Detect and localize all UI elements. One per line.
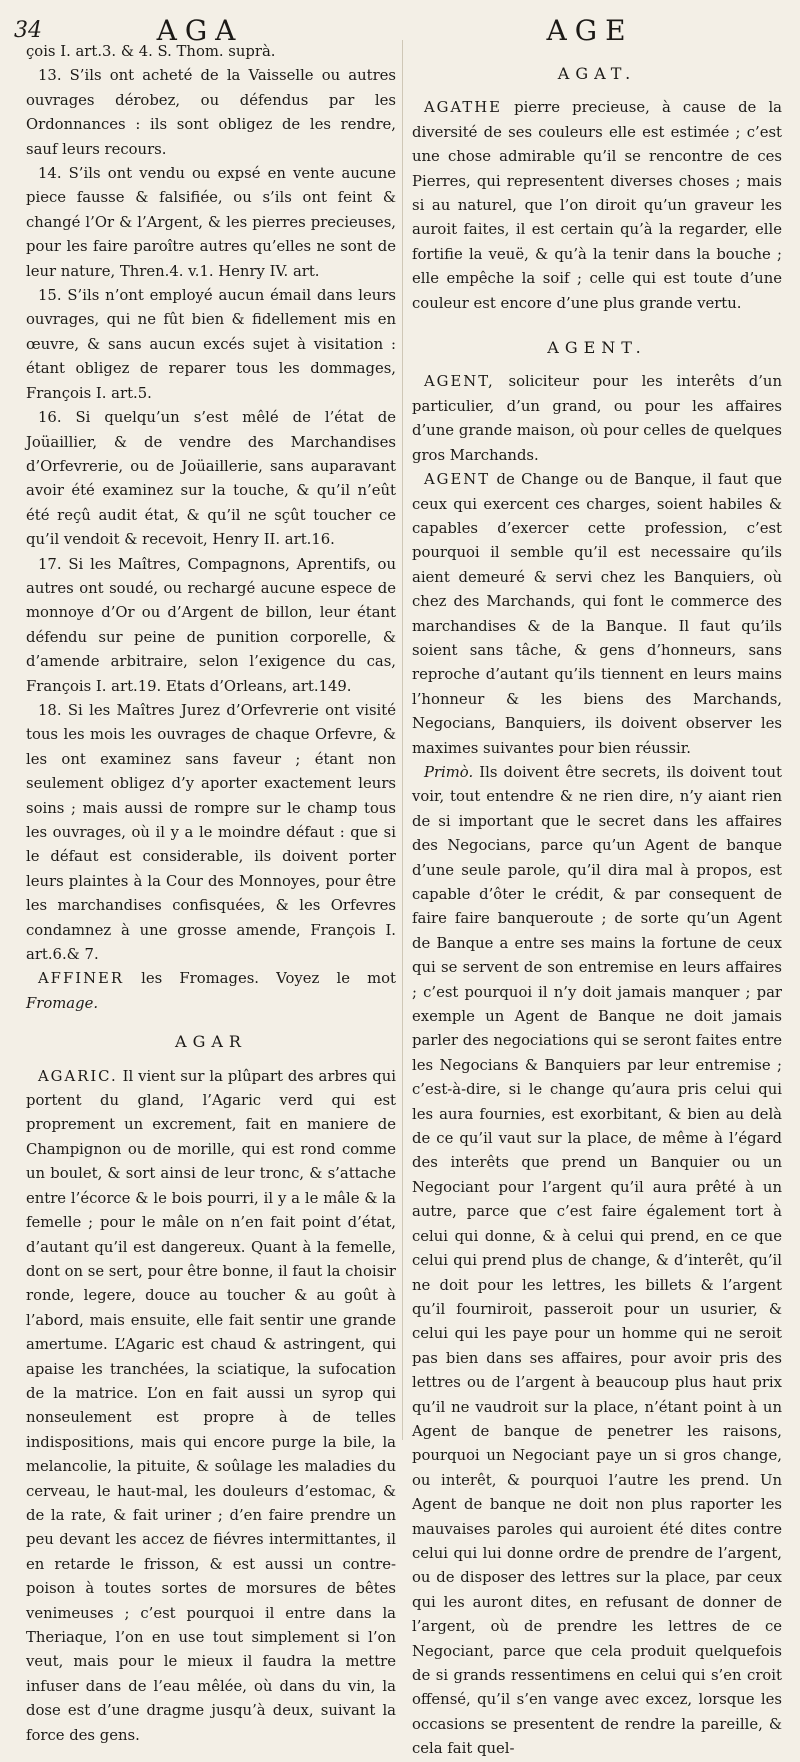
entry-primo [412, 761, 782, 1762]
article-18: 18. Si les Maîtres Jurez d’Orfevrerie ont visité tous les mois les ouvrages de chaque Orfevre, & les ont examinez sans faveur ; étant non seulement obligez d’y aporter exactement leurs soins ; mais aussi de rompre sur le champ tous les ouvrages, où il y a le moindre défaut : que si le défaut est considerable, ils doivent porter leurs plaintes à la Cour des Monnoyes, pour être les marchandises confisquées, & les Orfevres condamnez à une grosse amende, François I. art.6.& 7. [26, 701, 396, 964]
running-head-right: AGE [546, 14, 634, 47]
entry-agent [412, 370, 782, 468]
entry-affiner-ref: Fromage. [26, 994, 99, 1012]
entry-affiner-text: les Fromages. Voyez le mot [123, 970, 396, 988]
entry-primo-text: Ils doivent être secrets, ils doivent tout voir, tout entendre & ne rien dire, n’y aiant rien de si important que le secret dans les affaires des Negocians, parce qu’un Agent de banque d’une seule parole, qu’il dira mal à propos, est capable d’ôter le crédit, & par consequent de faire faire banqueroute ; de sorte qu’un Agent de Banque a entre ses mains la fortune de ceux qui se servent de son entremise en leurs affaires ; c’est pourquoi il n’y doit jamais manquer ; par exemple un Agent de Banque ne doit jamais parler des negociations qui se seront faites entre les Negocians & Banquiers par leur entremise ; c’est-à-dire, si le change qu’aura pris celui qui les aura fournies, est exorbitant, & bien au delà de ce qu’il vaut sur la place, de même à l’égard des interêts que prend un Banquier ou un Negociant pour l’argent qu’il aura prêté à un autre, parce que c’est faire également tort à celui qui donne, & à celui qui prend, en ce que celui qui prend plus de change, & d’interêt, qu’il ne doit pour les lettres, les billets & l’argent qu’il fourniroit, passeroit pour un usurier, & celui qui les paye pour un homme qui ne seroit pas bien dans ses affaires, pour avoir pris des lettres ou de l’argent à beaucoup plus haut prix qu’il ne vaudroit sur la place, n’étant point à un Agent de banque de penetrer les raisons, pourquoi un Negociant paye un si gros change, ou interêt, & pourquoi l’autre les prend. Un Agent de banque ne doit non plus raporter les mauvaises paroles qui auroient été dites contre celui qui lui donne ordre de prendre de l’argent, ou de disposer des lettres sur la place, par ceux qui les auront dites, en refusant de donner de l’argent, où de prendre les lettres de ce Negociant, parce que cela produit quelquefois de si grands ressentimens en celui qui s’en croit offensé, qu’il s’en vange avec excez, lorsque les occasions se presentent de rendre la pareille, & cela fait quel- [412, 763, 782, 1758]
primo-label: Primò. [424, 763, 474, 781]
entry-affiner [26, 967, 396, 1016]
headword-agaric: AGARIC. [38, 1067, 118, 1085]
running-head-left: AGA [156, 14, 244, 47]
section-heading-agar: AGAR [175, 1032, 247, 1052]
article-17: 17. Si les Maîtres, Compagnons, Aprentifs, ou autres ont soudé, ou rechargé aucune espece de monnoye d’Or ou d’Argent de billon, leur étant défendu sur peine de punition corporelle, & d’amende arbitraire, selon l’exigence du cas, François I. art.19. Etats d’Orleans, art.149. [26, 555, 396, 695]
left-paragraph-continued: çois I. art.3. & 4. S. Thom. suprà. [26, 43, 276, 60]
entry-agent-de-change [412, 468, 782, 761]
entry-agaric-text: Il vient sur la plûpart des arbres qui portent du gland, l’Agaric verd qui est proprement un excrement, fait en maniere de Champignon ou de morille, qui est rond comme un boulet, & sort ainsi de leur tronc, & s’attache entre l’écorce & le bois pourri, il y a le mâle & la femelle ; pour le mâle on n’en fait point d’état, d’autant qu’il est dangereux. Quant à la femelle, dont on se sert, pour être bonne, il faut la choisir ronde, legere, douce au toucher & au goût à l’abord, mais ensuite, elle fait sentir une grande amertume. L’Agaric est chaud & astringent, qui apaise les tranchées, la sciatique, la sufocation de la matrice. L’on en fait aussi un syrop qui nonseulement est propre à de telles indispositions, mais qui encore purge la bile, la melancolie, la pituite, & soûlage les maladies du cerveau, le haut-mal, les douleurs d’estomac, & de la rate, & fait uriner ; d’en faire prendre un peu devant les accez de fiévres intermittantes, il en retarde le frisson, & est aussi un contre-poison à toutes sortes de morsures de bêtes venimeuses ; c’est pourquoi il entre dans la Theriaque, l’on en use tout simplement si l’on veut, mais pour le mieux il faudra la mettre infuser dans de l’eau mêlée, où dans du vin, la dose est d’une dragme jusqu’à deux, suivant la force des gens. [26, 1067, 396, 1744]
entry-agent-text: soliciteur pour les interêts d’un particulier, d’un grand, ou pour les affaires d’une grande maison, où pour celles de quelques gros Marchands. [412, 373, 782, 464]
article-13: 13. S’ils ont acheté de la Vaisselle ou autres ouvrages dérobez, ou défendus par les Ordonnances : ils sont obligez de les rendre, sauf leurs recours. [26, 67, 396, 158]
left-column [26, 40, 396, 1748]
section-heading-agent: AGENT. [547, 338, 647, 358]
entry-agathe [412, 96, 782, 316]
headword-agathe: AGATHE [424, 99, 502, 117]
headword-agent-change: AGENT [424, 471, 491, 489]
page-number: 34 [14, 18, 42, 43]
right-column [412, 40, 782, 1762]
headword-affiner: AFFINER [38, 970, 124, 988]
entry-agathe-text: pierre precieuse, à cause de la diversité de ses couleurs elle est estimée ; c’est une chose admirable qu’il se rencontre de ces Pierres, qui representent diverses choses ; mais si au naturel, que l’on diroit qu’un graveur les auroit faites, il est certain qu’à la regarder, elle fortifie la veuë, & qu’à la tenir dans la bouche ; elle empêche la soif ; celle qui est toute d’une couleur est encore d’une plus grande vertu. [412, 99, 782, 312]
article-15: 15. S’ils n’ont employé aucun émail dans leurs ouvrages, qui ne fût bien & fidellement mis en œuvre, & sans aucun excés sujet à visitation : étant obligez de reparer tous les dommages, François I. art.5. [26, 287, 396, 402]
entry-agaric [26, 1065, 396, 1748]
headword-agent: AGENT, [424, 373, 495, 391]
article-16: 16. Si quelqu’un s’est mêlé de l’état de Joüaillier, & de vendre des Marchandises d’Orfevrerie, ou de Joüaillerie, sans auparavant avoir été examinez sur la touche, & qu’il n’eût été reçû audit état, & qu’il ne sçût toucher ce qu’il vendoit & recevoit, Henry II. art.16. [26, 409, 396, 549]
section-heading-agat: AGAT. [557, 64, 637, 83]
article-14: 14. S’ils ont vendu ou expsé en vente aucune piece fausse & falsifiée, ou s’ils ont feint & changé l’Or & l’Argent, & les pierres precieuses, pour les faire paroître autres qu’elles ne sont de leur nature, Thren.4. v.1. Henry IV. art. [26, 165, 396, 280]
column-divider [402, 40, 403, 1440]
entry-agent-change-text: de Change ou de Banque, il faut que ceux qui exercent ces charges, soient habiles & capables d’exercer cette profession, c’est pourquoi il semble qu’il est necessaire qu’ils aient demeuré & servi chez les Banquiers, où chez des Marchands, qui font le commerce des marchandises & de la Banque. Il faut qu’ils soient sans tâche, & gens d’honneurs, sans reproche d’autant qu’ils tiennent en leurs mains l’honneur & les biens des Marchands, Negocians, Banquiers, ils doivent observer les maximes suivantes pour bien réussir. [412, 471, 782, 757]
